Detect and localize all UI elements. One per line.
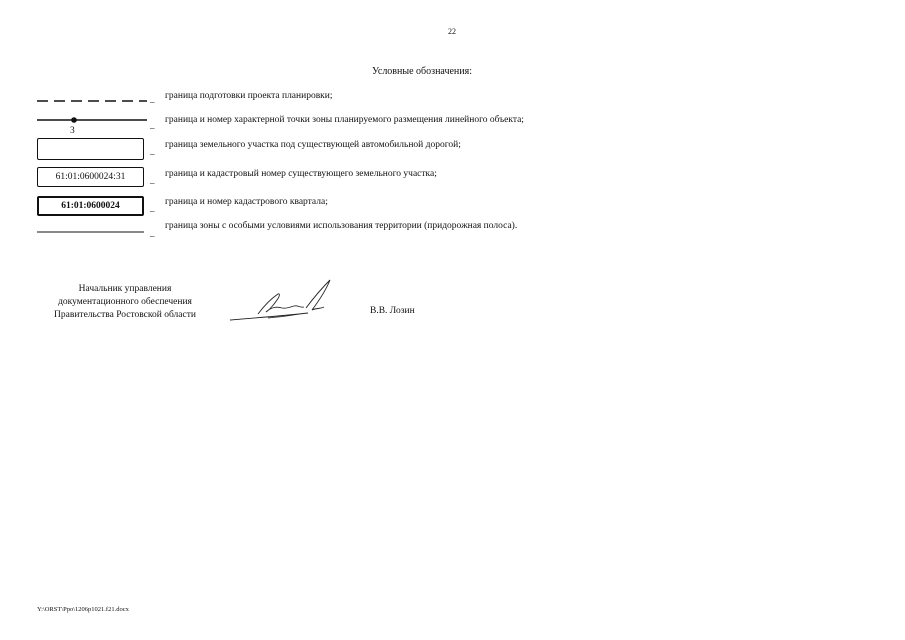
legend-description-5: граница и номер кадастрового квартала; <box>165 197 328 207</box>
signer-position-line-3: Правительства Ростовской области <box>54 310 196 320</box>
legend-description-4: граница и кадастровый номер существующего земельного участка; <box>165 169 437 179</box>
legend-separator: _ <box>150 120 155 130</box>
signer-position-line-2: документационного обеспечения <box>58 297 192 307</box>
legend-description-6: граница зоны с особыми условиями использования территории (придорожная полоса). <box>165 221 518 231</box>
legend-separator: _ <box>150 146 155 156</box>
handwritten-signature <box>228 278 338 326</box>
legend-separator: _ <box>150 203 155 213</box>
characteristic-point-marker <box>71 117 77 123</box>
legend-description-2: граница и номер характерной точки зоны планируемого размещения линейного объекта; <box>165 115 524 125</box>
legend-separator: _ <box>150 175 155 185</box>
roadside-zone-line-symbol <box>37 228 147 236</box>
line-with-point-symbol <box>37 115 147 125</box>
legend-title: Условные обозначения: <box>372 66 473 77</box>
parcel-number-box: 61:01:0600024:31 <box>37 167 144 187</box>
signer-name: В.В. Лозин <box>370 306 415 316</box>
dashed-line-symbol <box>37 96 147 104</box>
legend-separator: _ <box>150 94 155 104</box>
file-path-footer: Y:\ORST\Ppo\1206p1021.f21.docx <box>37 606 129 613</box>
point-number-label: 3 <box>70 126 75 136</box>
signer-position <box>30 283 220 322</box>
legend-description-1: граница подготовки проекта планировки; <box>165 91 333 101</box>
road-parcel-box-symbol <box>37 138 144 160</box>
page-number: 22 <box>448 27 456 36</box>
cadastral-quarter-box: 61:01:0600024 <box>37 196 144 216</box>
signer-position-line-1: Начальник управления <box>78 284 172 294</box>
legend-separator: _ <box>150 228 155 238</box>
legend-description-3: граница земельного участка под существующей автомобильной дорогой; <box>165 140 461 150</box>
